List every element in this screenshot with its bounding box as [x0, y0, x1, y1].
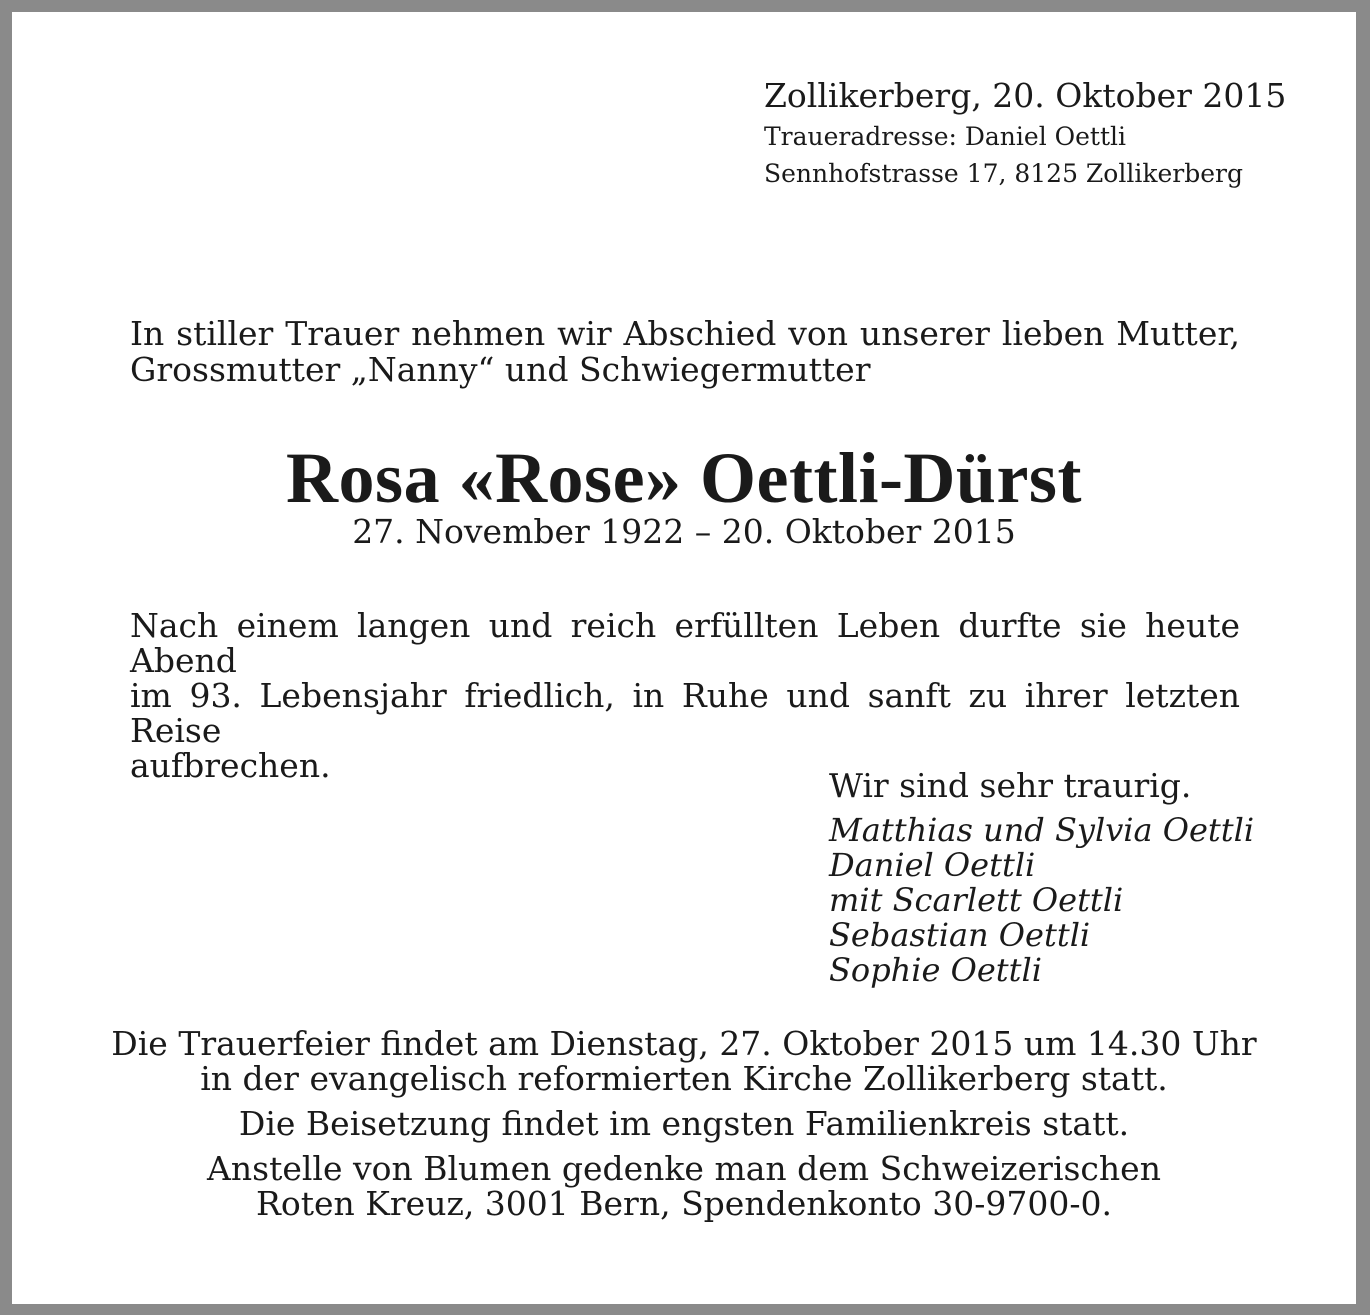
- place-date: Zollikerberg, 20. Oktober 2015: [764, 76, 1287, 115]
- mourner-name: Matthias und Sylvia Oettli: [829, 811, 1255, 849]
- deceased-name: Rosa «Rose» Oettli-Dürst: [286, 438, 1082, 518]
- mourner-name: mit Scarlett Oettli: [829, 881, 1124, 919]
- ceremony-notice: [12, 1026, 1356, 1096]
- mourning-address-name: Traueradresse: Daniel Oettli: [764, 122, 1127, 151]
- body-line-2: im 93. Lebensjahr friedlich, in Ruhe und sanft zu ihrer letzten Reise: [130, 676, 1240, 750]
- body-line-1: Nach einem langen und reich erfüllten Leben durfte sie heute Abend: [130, 606, 1240, 680]
- intro-paragraph: [130, 316, 1240, 388]
- obituary-page: [12, 12, 1356, 1304]
- burial-line: Die Beisetzung findet im engsten Familienkreis statt.: [238, 1104, 1130, 1143]
- life-dates: 27. November 1922 – 20. Oktober 2015: [352, 512, 1016, 551]
- mourner-name: Daniel Oettli: [829, 846, 1036, 884]
- intro-line-2: Grossmutter „Nanny“ und Schwiegermutter: [130, 350, 871, 389]
- mourner-names: [829, 813, 1329, 988]
- footer-block: [12, 1026, 1356, 1221]
- body-line-3: aufbrechen.: [130, 746, 331, 785]
- burial-notice: [12, 1106, 1356, 1141]
- header-block: [764, 74, 1324, 192]
- donation-line-1: Anstelle von Blumen gedenke man dem Schweizerischen: [207, 1149, 1161, 1188]
- mourner-name: Sophie Oettli: [829, 951, 1042, 989]
- body-paragraph: [130, 608, 1240, 783]
- ceremony-line-1: Die Trauerfeier findet am Dienstag, 27. Oktober 2015 um 14.30 Uhr: [111, 1024, 1257, 1063]
- donation-notice: [12, 1151, 1356, 1221]
- mourner-name: Sebastian Oettli: [829, 916, 1091, 954]
- ceremony-line-2: in der evangelisch reformierten Kirche Zollikerberg statt.: [200, 1059, 1168, 1098]
- donation-line-2: Roten Kreuz, 3001 Bern, Spendenkonto 30-9700-0.: [255, 1184, 1112, 1223]
- signature-lead: Wir sind sehr traurig.: [829, 766, 1192, 805]
- signature-block: [829, 767, 1329, 988]
- intro-line-1: In stiller Trauer nehmen wir Abschied von unserer lieben Mutter,: [130, 314, 1240, 353]
- mourning-address-street: Sennhofstrasse 17, 8125 Zollikerberg: [764, 159, 1243, 188]
